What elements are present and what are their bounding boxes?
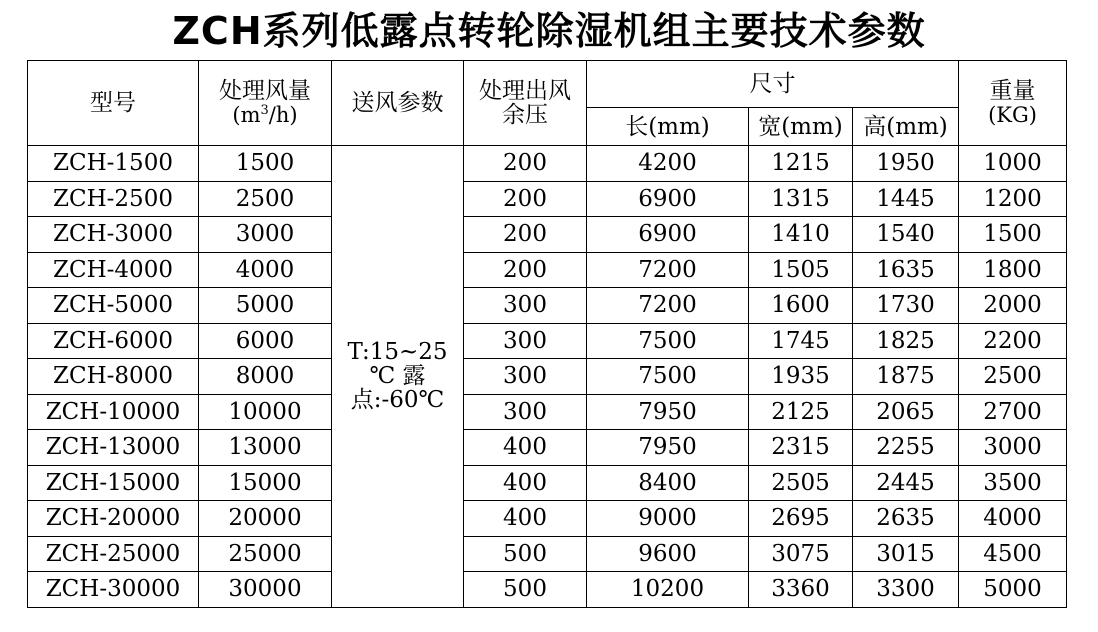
cell-length: 10200 — [587, 572, 749, 608]
cell-pressure: 200 — [464, 181, 587, 217]
cell-airflow: 8000 — [199, 359, 332, 395]
table-row — [28, 252, 1067, 288]
cell-width: 1315 — [749, 181, 853, 217]
cell-pressure: 500 — [464, 536, 587, 572]
cell-airflow: 1500 — [199, 146, 332, 182]
cell-airflow: 5000 — [199, 288, 332, 324]
table-row — [28, 359, 1067, 395]
header-pressure-line2: 余压 — [502, 102, 548, 128]
header-weight-line2: (KG) — [988, 103, 1037, 127]
cell-weight: 3500 — [959, 465, 1067, 501]
cell-height: 1445 — [853, 181, 959, 217]
cell-width: 2315 — [749, 430, 853, 466]
cell-weight: 5000 — [959, 572, 1067, 608]
cell-weight: 2700 — [959, 394, 1067, 430]
cell-height: 2065 — [853, 394, 959, 430]
cell-model: ZCH-6000 — [28, 323, 199, 359]
header-weight-line1: 重量 — [989, 78, 1036, 104]
header-weight — [959, 61, 1067, 146]
cell-height: 3300 — [853, 572, 959, 608]
header-pressure — [464, 61, 587, 146]
header-airflow — [199, 61, 332, 146]
header-height: 高(mm) — [853, 108, 959, 146]
cell-height: 2445 — [853, 465, 959, 501]
airflow-unit-post: /h) — [268, 103, 298, 127]
cell-weight: 1000 — [959, 146, 1067, 182]
cell-pressure: 400 — [464, 501, 587, 537]
airflow-unit-pre: (m — [232, 103, 261, 127]
cell-pressure: 200 — [464, 252, 587, 288]
cell-model: ZCH-8000 — [28, 359, 199, 395]
cell-airflow: 30000 — [199, 572, 332, 608]
cell-weight: 1200 — [959, 181, 1067, 217]
table-row — [28, 501, 1067, 537]
cell-length: 6900 — [587, 181, 749, 217]
cell-height: 1875 — [853, 359, 959, 395]
cell-length: 7950 — [587, 430, 749, 466]
cell-model: ZCH-2500 — [28, 181, 199, 217]
table-row — [28, 217, 1067, 253]
page-title: ZCH系列低露点转轮除湿机组主要技术参数 — [172, 9, 926, 53]
cell-model: ZCH-3000 — [28, 217, 199, 253]
cell-height: 1730 — [853, 288, 959, 324]
cell-length: 8400 — [587, 465, 749, 501]
cell-airflow: 3000 — [199, 217, 332, 253]
header-pressure-line1: 处理出风 — [479, 78, 571, 104]
header-length: 长(mm) — [587, 108, 749, 146]
table-row — [28, 323, 1067, 359]
header-airflow-unit — [199, 103, 331, 127]
cell-weight: 4000 — [959, 501, 1067, 537]
cell-pressure: 200 — [464, 217, 587, 253]
cell-weight: 1800 — [959, 252, 1067, 288]
cell-weight: 3000 — [959, 430, 1067, 466]
cell-length: 4200 — [587, 146, 749, 182]
cell-width: 3360 — [749, 572, 853, 608]
cell-height: 1540 — [853, 217, 959, 253]
cell-width: 1600 — [749, 288, 853, 324]
spec-table — [27, 60, 1067, 608]
cell-pressure: 300 — [464, 359, 587, 395]
cell-airflow: 20000 — [199, 501, 332, 537]
cell-pressure: 300 — [464, 288, 587, 324]
cell-width: 1745 — [749, 323, 853, 359]
cell-model: ZCH-20000 — [28, 501, 199, 537]
cell-airflow: 25000 — [199, 536, 332, 572]
cell-model: ZCH-13000 — [28, 430, 199, 466]
cell-length: 7200 — [587, 288, 749, 324]
cell-pressure: 200 — [464, 146, 587, 182]
cell-height: 1825 — [853, 323, 959, 359]
cell-airflow: 10000 — [199, 394, 332, 430]
header-row-1 — [28, 61, 1067, 108]
spec-table-body — [28, 146, 1067, 608]
cell-width: 1215 — [749, 146, 853, 182]
cell-supply-air-params — [332, 146, 464, 608]
cell-airflow: 4000 — [199, 252, 332, 288]
cell-width: 2505 — [749, 465, 853, 501]
table-row — [28, 430, 1067, 466]
cell-model: ZCH-10000 — [28, 394, 199, 430]
cell-model: ZCH-5000 — [28, 288, 199, 324]
header-supply-params: 送风参数 — [332, 61, 464, 146]
cell-width: 1935 — [749, 359, 853, 395]
cell-width: 2695 — [749, 501, 853, 537]
cell-airflow: 6000 — [199, 323, 332, 359]
cell-pressure: 400 — [464, 430, 587, 466]
cell-model: ZCH-15000 — [28, 465, 199, 501]
cell-weight: 1500 — [959, 217, 1067, 253]
cell-height: 1950 — [853, 146, 959, 182]
cell-width: 1410 — [749, 217, 853, 253]
cell-pressure: 300 — [464, 323, 587, 359]
cell-weight: 2000 — [959, 288, 1067, 324]
table-row — [28, 465, 1067, 501]
table-row — [28, 146, 1067, 182]
header-size: 尺寸 — [587, 61, 959, 108]
supply-air-line1: T:15~25 — [347, 339, 448, 366]
cell-model: ZCH-4000 — [28, 252, 199, 288]
airflow-unit-sup: 3 — [260, 103, 269, 118]
cell-weight: 2500 — [959, 359, 1067, 395]
cell-airflow: 15000 — [199, 465, 332, 501]
table-row — [28, 394, 1067, 430]
cell-width: 2125 — [749, 394, 853, 430]
cell-length: 9000 — [587, 501, 749, 537]
cell-airflow: 13000 — [199, 430, 332, 466]
supply-air-line2: ℃ 露 — [369, 363, 426, 390]
cell-width: 3075 — [749, 536, 853, 572]
cell-model: ZCH-25000 — [28, 536, 199, 572]
header-airflow-label: 处理风量 — [219, 78, 311, 104]
cell-length: 7950 — [587, 394, 749, 430]
cell-length: 7500 — [587, 323, 749, 359]
cell-model: ZCH-30000 — [28, 572, 199, 608]
cell-height: 3015 — [853, 536, 959, 572]
cell-length: 7500 — [587, 359, 749, 395]
table-row — [28, 181, 1067, 217]
cell-weight: 2200 — [959, 323, 1067, 359]
header-model: 型号 — [28, 61, 199, 146]
table-row — [28, 536, 1067, 572]
cell-pressure: 400 — [464, 465, 587, 501]
cell-pressure: 300 — [464, 394, 587, 430]
cell-length: 6900 — [587, 217, 749, 253]
cell-width: 1505 — [749, 252, 853, 288]
cell-model: ZCH-1500 — [28, 146, 199, 182]
cell-weight: 4500 — [959, 536, 1067, 572]
cell-airflow: 2500 — [199, 181, 332, 217]
table-row — [28, 572, 1067, 608]
cell-height: 1635 — [853, 252, 959, 288]
table-row — [28, 288, 1067, 324]
cell-height: 2635 — [853, 501, 959, 537]
supply-air-line3: 点:-60℃ — [350, 387, 445, 414]
header-width: 宽(mm) — [749, 108, 853, 146]
cell-height: 2255 — [853, 430, 959, 466]
cell-pressure: 500 — [464, 572, 587, 608]
cell-length: 7200 — [587, 252, 749, 288]
cell-length: 9600 — [587, 536, 749, 572]
